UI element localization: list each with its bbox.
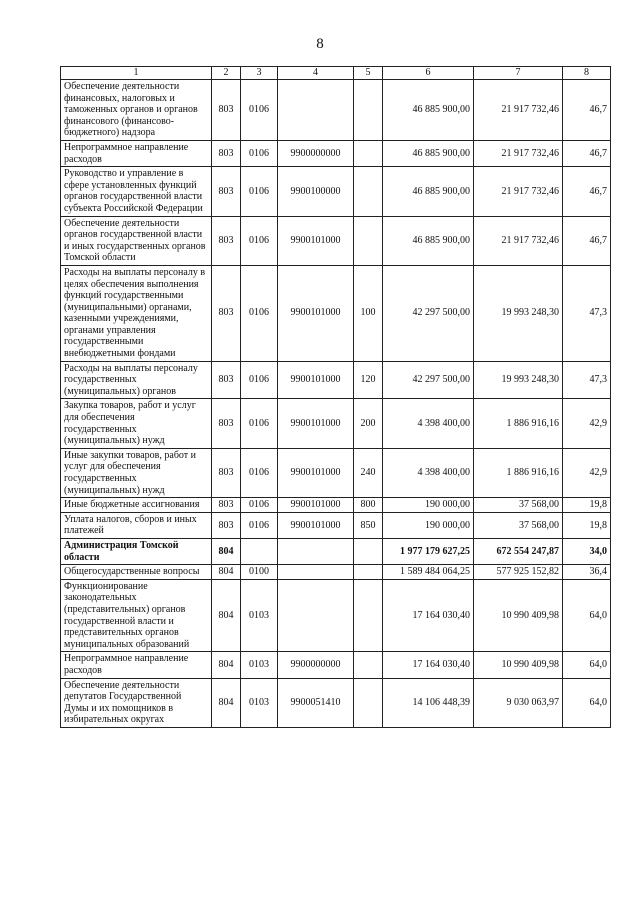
header-cell: 4 xyxy=(278,67,354,80)
execution-percent-cell: 46,7 xyxy=(563,80,611,141)
section-code-cell: 0106 xyxy=(241,140,278,166)
execution-percent-cell: 36,4 xyxy=(563,565,611,580)
actual-amount-cell: 21 917 732,46 xyxy=(474,167,563,216)
expense-type-cell xyxy=(354,538,383,564)
planned-amount-cell: 190 000,00 xyxy=(383,512,474,538)
table-row xyxy=(61,265,611,361)
section-code-cell xyxy=(241,538,278,564)
column-number-header-row xyxy=(61,67,611,80)
actual-amount-cell: 21 917 732,46 xyxy=(474,140,563,166)
department-code-cell: 804 xyxy=(212,678,241,727)
expense-name-cell: Обеспечение деятельности органов государственной власти и иных государственных органов Томской области xyxy=(61,216,212,265)
actual-amount-cell: 577 925 152,82 xyxy=(474,565,563,580)
expense-name-cell: Общегосударственные вопросы xyxy=(61,565,212,580)
expense-type-cell: 100 xyxy=(354,265,383,361)
section-code-cell: 0106 xyxy=(241,512,278,538)
planned-amount-cell: 42 297 500,00 xyxy=(383,361,474,399)
department-code-cell: 803 xyxy=(212,80,241,141)
actual-amount-cell: 19 993 248,30 xyxy=(474,361,563,399)
header-cell: 5 xyxy=(354,67,383,80)
actual-amount-cell: 37 568,00 xyxy=(474,498,563,513)
department-code-cell: 803 xyxy=(212,216,241,265)
expense-type-cell xyxy=(354,140,383,166)
table-row xyxy=(61,498,611,513)
table-row xyxy=(61,80,611,141)
target-article-cell xyxy=(278,538,354,564)
planned-amount-cell: 17 164 030,40 xyxy=(383,652,474,678)
execution-percent-cell: 47,3 xyxy=(563,265,611,361)
execution-percent-cell: 42,9 xyxy=(563,448,611,497)
header-cell: 2 xyxy=(212,67,241,80)
header-cell: 6 xyxy=(383,67,474,80)
expense-type-cell xyxy=(354,80,383,141)
expense-type-cell: 850 xyxy=(354,512,383,538)
department-code-cell: 803 xyxy=(212,140,241,166)
header-cell: 7 xyxy=(474,67,563,80)
target-article-cell xyxy=(278,565,354,580)
expense-type-cell xyxy=(354,678,383,727)
expense-name-cell: Обеспечение деятельности финансовых, налоговых и таможенных органов и органов финансового (финансово-бюджетного) надзора xyxy=(61,80,212,141)
planned-amount-cell: 4 398 400,00 xyxy=(383,399,474,448)
department-code-cell: 804 xyxy=(212,652,241,678)
target-article-cell xyxy=(278,80,354,141)
actual-amount-cell: 9 030 063,97 xyxy=(474,678,563,727)
execution-percent-cell: 64,0 xyxy=(563,678,611,727)
expense-name-cell: Закупка товаров, работ и услуг для обеспечения государственных (муниципальных) нужд xyxy=(61,399,212,448)
section-code-cell: 0100 xyxy=(241,565,278,580)
section-code-cell: 0106 xyxy=(241,361,278,399)
planned-amount-cell: 46 885 900,00 xyxy=(383,216,474,265)
target-article-cell: 9900101000 xyxy=(278,399,354,448)
department-code-cell: 803 xyxy=(212,498,241,513)
section-code-cell: 0103 xyxy=(241,678,278,727)
expense-type-cell: 240 xyxy=(354,448,383,497)
planned-amount-cell: 190 000,00 xyxy=(383,498,474,513)
expense-type-cell xyxy=(354,216,383,265)
expense-type-cell xyxy=(354,167,383,216)
department-code-cell: 803 xyxy=(212,399,241,448)
expense-type-cell xyxy=(354,652,383,678)
department-code-cell: 804 xyxy=(212,538,241,564)
department-code-cell: 803 xyxy=(212,361,241,399)
planned-amount-cell: 1 589 484 064,25 xyxy=(383,565,474,580)
actual-amount-cell: 1 886 916,16 xyxy=(474,399,563,448)
department-code-cell: 803 xyxy=(212,167,241,216)
expense-name-cell: Обеспечение деятельности депутатов Государственной Думы и их помощников в избирательных округах xyxy=(61,678,212,727)
target-article-cell: 9900101000 xyxy=(278,361,354,399)
section-code-cell: 0106 xyxy=(241,216,278,265)
execution-percent-cell: 64,0 xyxy=(563,652,611,678)
target-article-cell xyxy=(278,579,354,652)
actual-amount-cell: 10 990 409,98 xyxy=(474,652,563,678)
section-code-cell: 0103 xyxy=(241,652,278,678)
expense-name-cell: Функционирование законодательных (представительных) органов государственной власти и представительных органов муниципальных образований xyxy=(61,579,212,652)
header-cell: 1 xyxy=(61,67,212,80)
header-cell: 3 xyxy=(241,67,278,80)
execution-percent-cell: 46,7 xyxy=(563,167,611,216)
execution-percent-cell: 19,8 xyxy=(563,512,611,538)
section-code-cell: 0106 xyxy=(241,498,278,513)
planned-amount-cell: 46 885 900,00 xyxy=(383,80,474,141)
table-row xyxy=(61,678,611,727)
section-code-cell: 0106 xyxy=(241,80,278,141)
table-row xyxy=(61,216,611,265)
expense-type-cell xyxy=(354,579,383,652)
section-code-cell: 0103 xyxy=(241,579,278,652)
expense-name-cell: Расходы на выплаты персоналу в целях обеспечения выполнения функций государственными (муниципальными) органами, казенными учреждениями, органами управления государственными внебюджетными фондами xyxy=(61,265,212,361)
actual-amount-cell: 19 993 248,30 xyxy=(474,265,563,361)
page-number: 8 xyxy=(316,36,324,52)
planned-amount-cell: 42 297 500,00 xyxy=(383,265,474,361)
execution-percent-cell: 47,3 xyxy=(563,361,611,399)
department-code-cell: 803 xyxy=(212,512,241,538)
expense-name-cell: Непрограммное направление расходов xyxy=(61,652,212,678)
execution-percent-cell: 42,9 xyxy=(563,399,611,448)
actual-amount-cell: 21 917 732,46 xyxy=(474,216,563,265)
table-row xyxy=(61,140,611,166)
target-article-cell: 9900000000 xyxy=(278,140,354,166)
section-code-cell: 0106 xyxy=(241,399,278,448)
department-code-cell: 804 xyxy=(212,565,241,580)
expense-type-cell: 800 xyxy=(354,498,383,513)
actual-amount-cell: 21 917 732,46 xyxy=(474,80,563,141)
table-row xyxy=(61,512,611,538)
target-article-cell: 9900101000 xyxy=(278,512,354,538)
expense-name-cell: Уплата налогов, сборов и иных платежей xyxy=(61,512,212,538)
section-code-cell: 0106 xyxy=(241,265,278,361)
actual-amount-cell: 37 568,00 xyxy=(474,512,563,538)
expense-name-cell: Иные закупки товаров, работ и услуг для обеспечения государственных (муниципальных) нужд xyxy=(61,448,212,497)
expense-type-cell: 200 xyxy=(354,399,383,448)
execution-percent-cell: 64,0 xyxy=(563,579,611,652)
table-row xyxy=(61,565,611,580)
execution-percent-cell: 46,7 xyxy=(563,216,611,265)
department-code-cell: 803 xyxy=(212,265,241,361)
target-article-cell: 9900101000 xyxy=(278,216,354,265)
target-article-cell: 9900000000 xyxy=(278,652,354,678)
target-article-cell: 9900051410 xyxy=(278,678,354,727)
header-cell: 8 xyxy=(563,67,611,80)
actual-amount-cell: 672 554 247,87 xyxy=(474,538,563,564)
expense-type-cell: 120 xyxy=(354,361,383,399)
expense-name-cell: Администрация Томской области xyxy=(61,538,212,564)
table-row xyxy=(61,399,611,448)
department-code-cell: 804 xyxy=(212,579,241,652)
planned-amount-cell: 46 885 900,00 xyxy=(383,140,474,166)
table-row xyxy=(61,538,611,564)
expense-type-cell xyxy=(354,565,383,580)
section-code-cell: 0106 xyxy=(241,448,278,497)
budget-table xyxy=(60,66,611,728)
planned-amount-cell: 4 398 400,00 xyxy=(383,448,474,497)
expense-name-cell: Иные бюджетные ассигнования xyxy=(61,498,212,513)
target-article-cell: 9900100000 xyxy=(278,167,354,216)
target-article-cell: 9900101000 xyxy=(278,448,354,497)
expense-name-cell: Расходы на выплаты персоналу государственных (муниципальных) органов xyxy=(61,361,212,399)
table-row xyxy=(61,652,611,678)
expense-name-cell: Руководство и управление в сфере установленных функций органов государственной власти субъекта Российской Федерации xyxy=(61,167,212,216)
target-article-cell: 9900101000 xyxy=(278,265,354,361)
actual-amount-cell: 1 886 916,16 xyxy=(474,448,563,497)
execution-percent-cell: 34,0 xyxy=(563,538,611,564)
planned-amount-cell: 17 164 030,40 xyxy=(383,579,474,652)
department-code-cell: 803 xyxy=(212,448,241,497)
actual-amount-cell: 10 990 409,98 xyxy=(474,579,563,652)
section-code-cell: 0106 xyxy=(241,167,278,216)
execution-percent-cell: 19,8 xyxy=(563,498,611,513)
planned-amount-cell: 14 106 448,39 xyxy=(383,678,474,727)
planned-amount-cell: 46 885 900,00 xyxy=(383,167,474,216)
table-row xyxy=(61,579,611,652)
execution-percent-cell: 46,7 xyxy=(563,140,611,166)
table-row xyxy=(61,167,611,216)
planned-amount-cell: 1 977 179 627,25 xyxy=(383,538,474,564)
table-row xyxy=(61,361,611,399)
target-article-cell: 9900101000 xyxy=(278,498,354,513)
expense-name-cell: Непрограммное направление расходов xyxy=(61,140,212,166)
table-row xyxy=(61,448,611,497)
